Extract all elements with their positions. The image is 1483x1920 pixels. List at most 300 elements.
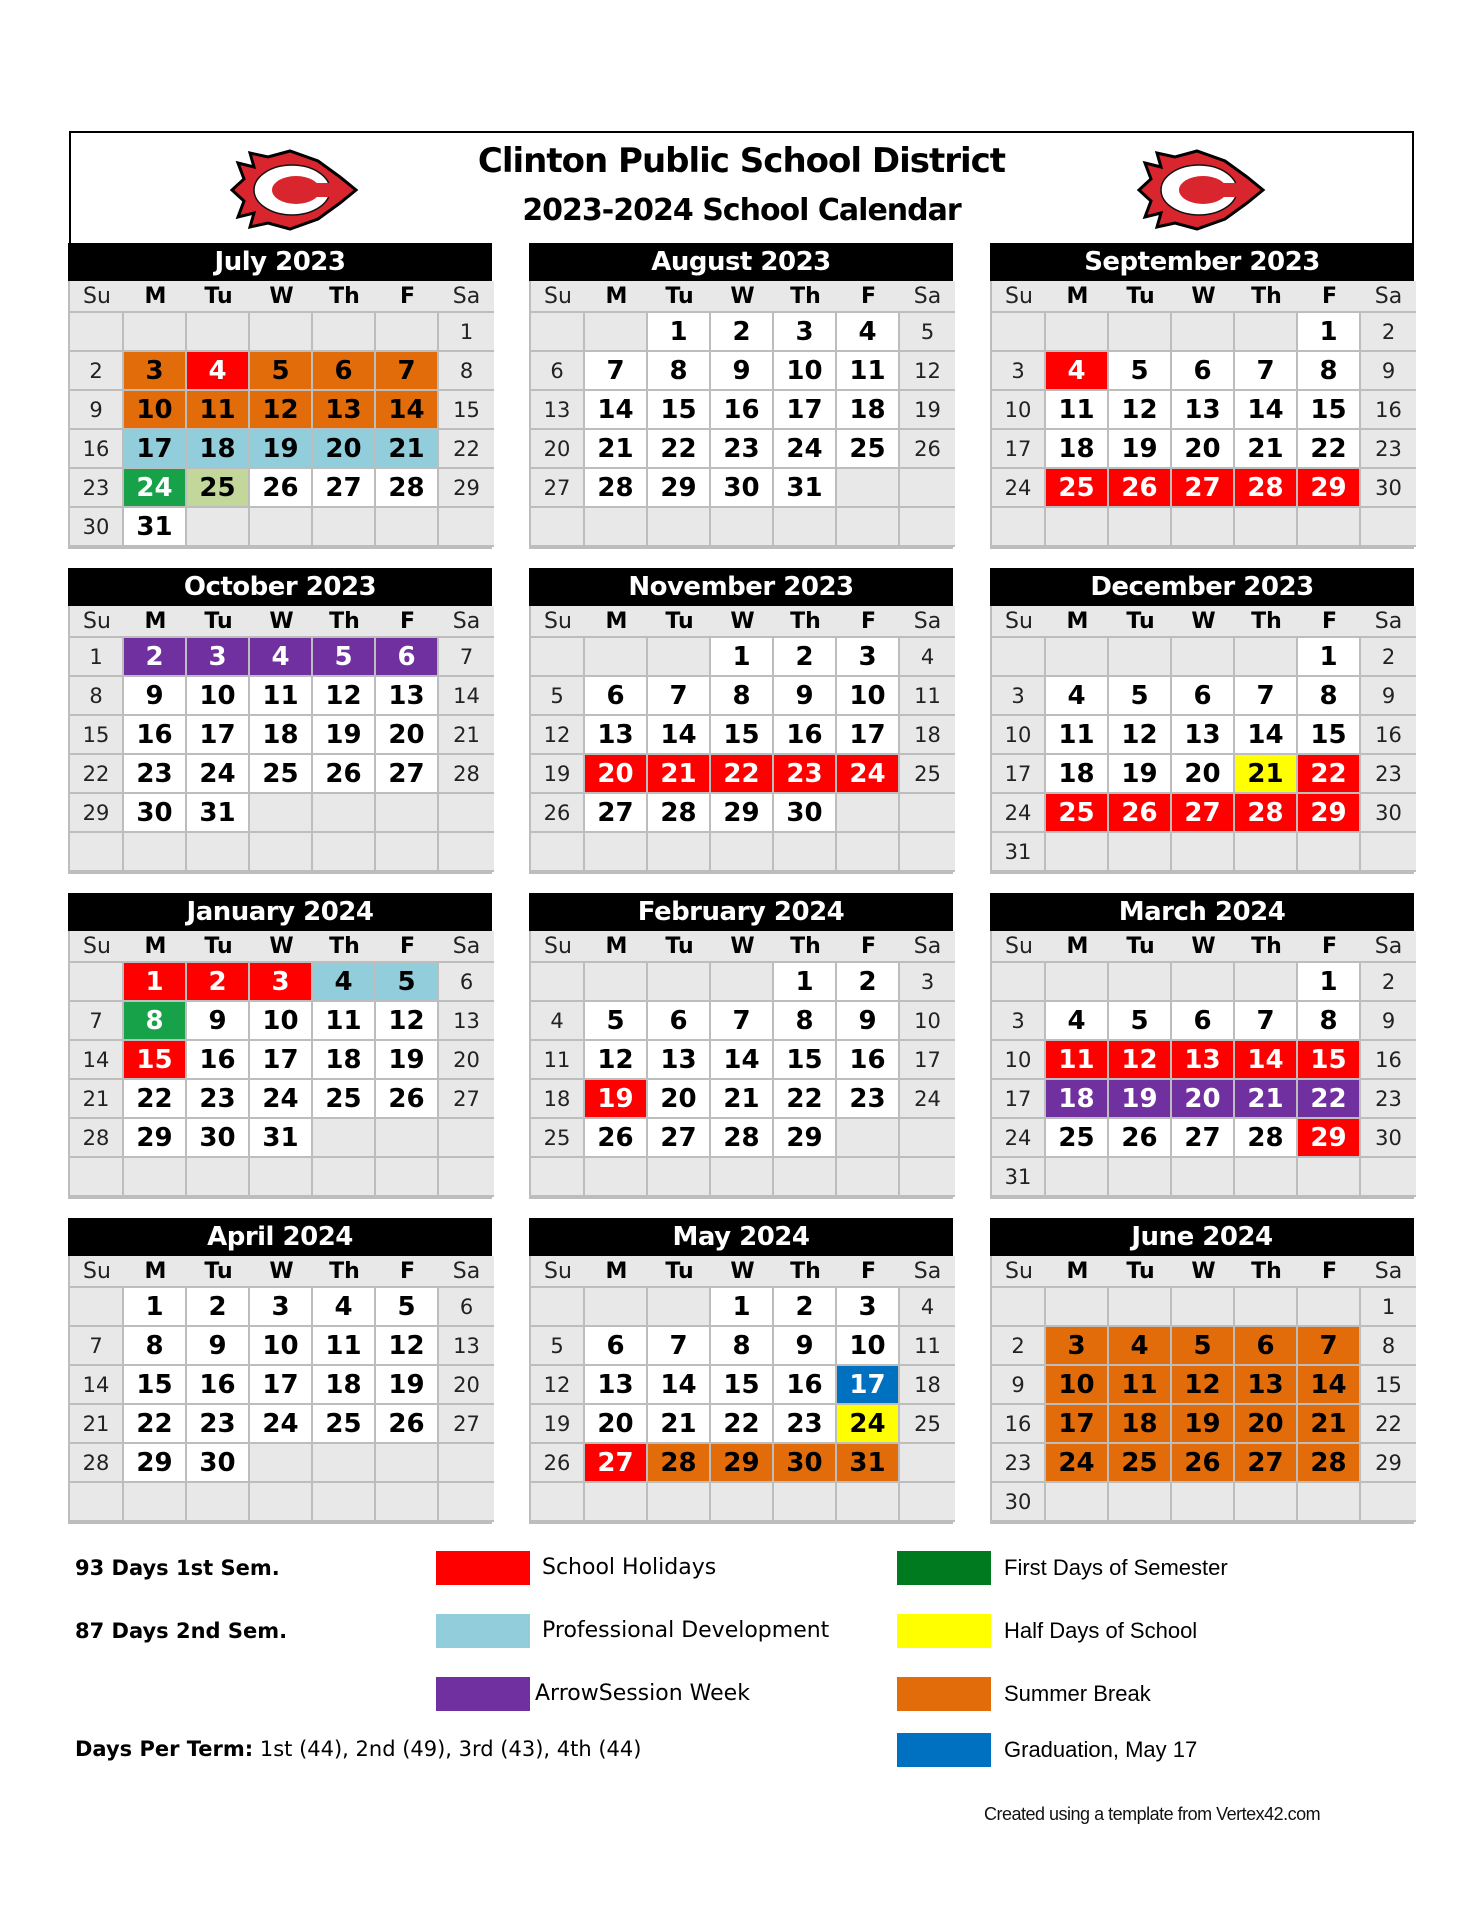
- day-cell: 5: [376, 963, 439, 1002]
- weekday-header: Sa: [1361, 606, 1416, 638]
- weekday-header: Tu: [648, 281, 711, 313]
- empty-cell: [187, 1158, 250, 1197]
- day-cell: 21: [648, 755, 711, 794]
- day-cell: 28: [1235, 469, 1298, 508]
- empty-cell: [531, 1483, 585, 1522]
- day-cell: 19: [376, 1366, 439, 1405]
- day-cell: 9: [1361, 1002, 1416, 1041]
- day-cell: 19: [376, 1041, 439, 1080]
- day-cell: 12: [1109, 1041, 1172, 1080]
- empty-cell: [376, 1119, 439, 1158]
- weekday-header: M: [124, 931, 187, 963]
- day-cell: 30: [774, 1444, 837, 1483]
- day-cell: 18: [313, 1041, 376, 1080]
- empty-cell: [376, 313, 439, 352]
- day-cell: 13: [376, 677, 439, 716]
- empty-cell: [1046, 1288, 1109, 1327]
- weekday-header: M: [1046, 281, 1109, 313]
- empty-cell: [900, 508, 955, 547]
- day-cell: 11: [1046, 391, 1109, 430]
- empty-cell: [313, 794, 376, 833]
- weekday-header: F: [1298, 1256, 1361, 1288]
- weekday-header: W: [250, 1256, 313, 1288]
- day-cell: 4: [900, 1288, 955, 1327]
- day-cell: 14: [1235, 391, 1298, 430]
- weekday-header: Tu: [1109, 931, 1172, 963]
- empty-cell: [648, 1483, 711, 1522]
- day-cell: 30: [774, 794, 837, 833]
- day-cell: 30: [1361, 1119, 1416, 1158]
- weekday-header: Sa: [1361, 1256, 1416, 1288]
- day-cell: 16: [1361, 716, 1416, 755]
- day-cell: 11: [313, 1002, 376, 1041]
- day-cell: 26: [376, 1405, 439, 1444]
- day-cell: 11: [1109, 1366, 1172, 1405]
- day-cell: 1: [124, 1288, 187, 1327]
- day-cell: 22: [1298, 430, 1361, 469]
- day-cell: 14: [585, 391, 648, 430]
- day-cell: 31: [992, 1158, 1046, 1197]
- weekday-header: W: [711, 1256, 774, 1288]
- day-cell: 20: [531, 430, 585, 469]
- day-cell: 11: [187, 391, 250, 430]
- day-cell: 2: [711, 313, 774, 352]
- weekday-header: Sa: [439, 606, 494, 638]
- legend-swatch-holidays: [436, 1551, 530, 1585]
- day-cell: 17: [837, 1366, 900, 1405]
- day-cell: 25: [900, 1405, 955, 1444]
- day-cell: 12: [376, 1327, 439, 1366]
- empty-cell: [439, 833, 494, 872]
- empty-cell: [585, 1158, 648, 1197]
- empty-cell: [1298, 508, 1361, 547]
- empty-cell: [1235, 313, 1298, 352]
- day-cell: 12: [376, 1002, 439, 1041]
- weekday-header: F: [1298, 931, 1361, 963]
- day-cell: 24: [250, 1080, 313, 1119]
- day-cell: 7: [1298, 1327, 1361, 1366]
- empty-cell: [837, 833, 900, 872]
- day-cell: 22: [1298, 755, 1361, 794]
- day-cell: 17: [1046, 1405, 1109, 1444]
- day-cell: 16: [124, 716, 187, 755]
- day-cell: 9: [774, 677, 837, 716]
- day-cell: 10: [837, 1327, 900, 1366]
- day-cell: 16: [187, 1366, 250, 1405]
- day-cell: 22: [1298, 1080, 1361, 1119]
- empty-cell: [187, 313, 250, 352]
- weekday-header: Tu: [1109, 281, 1172, 313]
- day-cell: 10: [992, 1041, 1046, 1080]
- day-cell: 18: [837, 391, 900, 430]
- day-cell: 11: [313, 1327, 376, 1366]
- day-cell: 2: [187, 1288, 250, 1327]
- month-grid: [529, 281, 953, 549]
- day-cell: 27: [648, 1119, 711, 1158]
- empty-cell: [531, 313, 585, 352]
- month-september-2023: [990, 243, 1414, 547]
- weekday-header: W: [250, 606, 313, 638]
- day-cell: 30: [187, 1119, 250, 1158]
- day-cell: 8: [124, 1327, 187, 1366]
- day-cell: 1: [70, 638, 124, 677]
- month-february-2024: [529, 893, 953, 1197]
- month-june-2024: [990, 1218, 1414, 1522]
- day-cell: 19: [1172, 1405, 1235, 1444]
- weekday-header: M: [585, 606, 648, 638]
- empty-cell: [531, 833, 585, 872]
- day-cell: 20: [376, 716, 439, 755]
- day-cell: 6: [313, 352, 376, 391]
- empty-cell: [992, 963, 1046, 1002]
- day-cell: 27: [1235, 1444, 1298, 1483]
- day-cell: 27: [313, 469, 376, 508]
- empty-cell: [1109, 638, 1172, 677]
- weekday-header: Tu: [187, 1256, 250, 1288]
- day-cell: 24: [900, 1080, 955, 1119]
- month-title: February 2024: [529, 893, 953, 931]
- day-cell: 7: [711, 1002, 774, 1041]
- day-cell: 20: [439, 1041, 494, 1080]
- weekday-header: M: [1046, 606, 1109, 638]
- day-cell: 5: [376, 1288, 439, 1327]
- empty-cell: [1172, 963, 1235, 1002]
- month-grid: [68, 606, 492, 874]
- day-cell: 22: [774, 1080, 837, 1119]
- day-cell: 3: [992, 352, 1046, 391]
- day-cell: 25: [1046, 1119, 1109, 1158]
- day-cell: 24: [992, 1119, 1046, 1158]
- day-cell: 28: [70, 1119, 124, 1158]
- day-cell: 11: [900, 1327, 955, 1366]
- day-cell: 13: [531, 391, 585, 430]
- empty-cell: [900, 794, 955, 833]
- empty-cell: [1235, 1288, 1298, 1327]
- day-cell: 30: [1361, 469, 1416, 508]
- day-cell: 17: [250, 1366, 313, 1405]
- weekday-header: Th: [1235, 281, 1298, 313]
- month-grid: [68, 931, 492, 1199]
- day-cell: 2: [1361, 313, 1416, 352]
- day-cell: 4: [1046, 1002, 1109, 1041]
- empty-cell: [837, 469, 900, 508]
- day-cell: 3: [837, 1288, 900, 1327]
- days-per-term-value: 1st (44), 2nd (49), 3rd (43), 4th (44): [259, 1737, 642, 1761]
- empty-cell: [376, 1158, 439, 1197]
- empty-cell: [1172, 1483, 1235, 1522]
- day-cell: 2: [187, 963, 250, 1002]
- day-cell: 2: [992, 1327, 1046, 1366]
- day-cell: 28: [439, 755, 494, 794]
- day-cell: 6: [1235, 1327, 1298, 1366]
- day-cell: 3: [774, 313, 837, 352]
- day-cell: 20: [1172, 430, 1235, 469]
- day-cell: 29: [124, 1444, 187, 1483]
- day-cell: 3: [1046, 1327, 1109, 1366]
- weekday-header: Tu: [648, 1256, 711, 1288]
- day-cell: 23: [774, 1405, 837, 1444]
- day-cell: 10: [250, 1327, 313, 1366]
- weekday-header: W: [250, 931, 313, 963]
- empty-cell: [585, 638, 648, 677]
- day-cell: 9: [187, 1002, 250, 1041]
- day-cell: 20: [439, 1366, 494, 1405]
- month-january-2024: [68, 893, 492, 1197]
- day-cell: 23: [992, 1444, 1046, 1483]
- day-cell: 3: [992, 677, 1046, 716]
- day-cell: 8: [711, 1327, 774, 1366]
- weekday-header: Tu: [187, 606, 250, 638]
- weekday-header: W: [1172, 281, 1235, 313]
- empty-cell: [1109, 1288, 1172, 1327]
- empty-cell: [1172, 1288, 1235, 1327]
- day-cell: 6: [1172, 1002, 1235, 1041]
- day-cell: 10: [187, 677, 250, 716]
- weekday-header: Su: [992, 1256, 1046, 1288]
- empty-cell: [313, 1483, 376, 1522]
- day-cell: 18: [531, 1080, 585, 1119]
- weekday-header: Tu: [187, 281, 250, 313]
- empty-cell: [1046, 833, 1109, 872]
- empty-cell: [1298, 833, 1361, 872]
- weekday-header: Sa: [1361, 931, 1416, 963]
- weekday-header: M: [585, 281, 648, 313]
- day-cell: 29: [711, 1444, 774, 1483]
- day-cell: 7: [70, 1327, 124, 1366]
- empty-cell: [187, 833, 250, 872]
- empty-cell: [585, 1483, 648, 1522]
- day-cell: 5: [250, 352, 313, 391]
- legend-swatch-half-days: [897, 1614, 991, 1648]
- day-cell: 3: [900, 963, 955, 1002]
- empty-cell: [70, 963, 124, 1002]
- day-cell: 28: [711, 1119, 774, 1158]
- empty-cell: [1172, 313, 1235, 352]
- empty-cell: [313, 313, 376, 352]
- legend-label-summer-break: Summer Break: [1004, 1681, 1151, 1706]
- empty-cell: [774, 833, 837, 872]
- day-cell: 18: [250, 716, 313, 755]
- weekday-header: M: [124, 1256, 187, 1288]
- day-cell: 20: [585, 755, 648, 794]
- legend-label-first-days: First Days of Semester: [1004, 1555, 1228, 1580]
- weekday-header: Th: [313, 606, 376, 638]
- day-cell: 19: [531, 755, 585, 794]
- weekday-header: M: [585, 931, 648, 963]
- day-cell: 7: [1235, 352, 1298, 391]
- day-cell: 4: [313, 963, 376, 1002]
- day-cell: 28: [70, 1444, 124, 1483]
- day-cell: 3: [187, 638, 250, 677]
- weekday-header: M: [1046, 1256, 1109, 1288]
- day-cell: 23: [1361, 755, 1416, 794]
- day-cell: 21: [711, 1080, 774, 1119]
- empty-cell: [837, 1158, 900, 1197]
- day-cell: 23: [124, 755, 187, 794]
- day-cell: 25: [313, 1405, 376, 1444]
- weekday-header: Tu: [1109, 1256, 1172, 1288]
- day-cell: 13: [1172, 391, 1235, 430]
- legend-label-half-days: Half Days of School: [1004, 1618, 1198, 1643]
- empty-cell: [187, 508, 250, 547]
- day-cell: 30: [1361, 794, 1416, 833]
- day-cell: 8: [774, 1002, 837, 1041]
- day-cell: 12: [1109, 716, 1172, 755]
- weekday-header: Tu: [648, 931, 711, 963]
- day-cell: 14: [70, 1366, 124, 1405]
- day-cell: 29: [711, 794, 774, 833]
- day-cell: 13: [439, 1002, 494, 1041]
- day-cell: 6: [585, 1327, 648, 1366]
- day-cell: 12: [585, 1041, 648, 1080]
- legend-swatch-professional-development: [436, 1614, 530, 1648]
- empty-cell: [900, 833, 955, 872]
- day-cell: 27: [585, 794, 648, 833]
- day-cell: 22: [648, 430, 711, 469]
- weekday-header: Su: [70, 281, 124, 313]
- day-cell: 15: [124, 1041, 187, 1080]
- day-cell: 13: [585, 716, 648, 755]
- day-cell: 9: [124, 677, 187, 716]
- empty-cell: [1361, 1483, 1416, 1522]
- day-cell: 28: [1235, 794, 1298, 833]
- day-cell: 14: [648, 1366, 711, 1405]
- day-cell: 4: [187, 352, 250, 391]
- day-cell: 4: [1046, 352, 1109, 391]
- weekday-header: Th: [313, 931, 376, 963]
- day-cell: 18: [900, 716, 955, 755]
- legend-label-graduation: Graduation, May 17: [1004, 1737, 1198, 1762]
- day-cell: 9: [1361, 352, 1416, 391]
- day-cell: 21: [376, 430, 439, 469]
- weekday-header: F: [1298, 606, 1361, 638]
- weekday-header: W: [711, 281, 774, 313]
- day-cell: 24: [774, 430, 837, 469]
- empty-cell: [70, 833, 124, 872]
- day-cell: 7: [585, 352, 648, 391]
- empty-cell: [837, 1119, 900, 1158]
- day-cell: 22: [439, 430, 494, 469]
- day-cell: 24: [187, 755, 250, 794]
- empty-cell: [1361, 833, 1416, 872]
- day-cell: 8: [1298, 677, 1361, 716]
- empty-cell: [531, 963, 585, 1002]
- weekday-header: W: [250, 281, 313, 313]
- empty-cell: [774, 1483, 837, 1522]
- day-cell: 18: [900, 1366, 955, 1405]
- day-cell: 6: [439, 963, 494, 1002]
- month-title: September 2023: [990, 243, 1414, 281]
- day-cell: 17: [774, 391, 837, 430]
- month-title: November 2023: [529, 568, 953, 606]
- day-cell: 9: [1361, 677, 1416, 716]
- empty-cell: [1046, 313, 1109, 352]
- empty-cell: [1046, 963, 1109, 1002]
- weekday-header: Th: [774, 281, 837, 313]
- legend-label-holidays: School Holidays: [542, 1555, 717, 1580]
- day-cell: 24: [992, 469, 1046, 508]
- weekday-header: Su: [70, 606, 124, 638]
- weekday-header: Sa: [439, 281, 494, 313]
- empty-cell: [1109, 313, 1172, 352]
- empty-cell: [376, 1483, 439, 1522]
- legend-swatch-first-days: [897, 1551, 991, 1585]
- weekday-header: Sa: [439, 1256, 494, 1288]
- day-cell: 16: [774, 716, 837, 755]
- empty-cell: [585, 963, 648, 1002]
- weekday-header: Su: [70, 931, 124, 963]
- weekday-header: Su: [531, 606, 585, 638]
- day-cell: 25: [313, 1080, 376, 1119]
- weekday-header: Tu: [648, 606, 711, 638]
- day-cell: 26: [531, 794, 585, 833]
- day-cell: 31: [837, 1444, 900, 1483]
- day-cell: 20: [1172, 1080, 1235, 1119]
- empty-cell: [124, 833, 187, 872]
- day-cell: 25: [250, 755, 313, 794]
- day-cell: 1: [1298, 963, 1361, 1002]
- day-cell: 29: [124, 1119, 187, 1158]
- day-cell: 25: [1046, 794, 1109, 833]
- day-cell: 14: [711, 1041, 774, 1080]
- month-october-2023: [68, 568, 492, 872]
- empty-cell: [1109, 1483, 1172, 1522]
- day-cell: 31: [774, 469, 837, 508]
- day-cell: 26: [313, 755, 376, 794]
- calendar-header: [69, 131, 1414, 243]
- weekday-header: Su: [531, 931, 585, 963]
- day-cell: 28: [648, 1444, 711, 1483]
- empty-cell: [900, 469, 955, 508]
- day-cell: 8: [124, 1002, 187, 1041]
- day-cell: 19: [1109, 1080, 1172, 1119]
- empty-cell: [1235, 508, 1298, 547]
- day-cell: 4: [837, 313, 900, 352]
- empty-cell: [1172, 508, 1235, 547]
- empty-cell: [250, 313, 313, 352]
- day-cell: 2: [837, 963, 900, 1002]
- day-cell: 31: [992, 833, 1046, 872]
- weekday-header: Th: [1235, 931, 1298, 963]
- month-august-2023: [529, 243, 953, 547]
- empty-cell: [1046, 1158, 1109, 1197]
- empty-cell: [250, 1483, 313, 1522]
- day-cell: 9: [70, 391, 124, 430]
- weekday-header: F: [837, 606, 900, 638]
- legend-swatch-graduation: [897, 1733, 991, 1767]
- day-cell: 16: [1361, 1041, 1416, 1080]
- weekday-header: Su: [992, 606, 1046, 638]
- page-title: Clinton Public School District: [477, 141, 1006, 181]
- weekday-header: Th: [313, 1256, 376, 1288]
- day-cell: 26: [1109, 1119, 1172, 1158]
- day-cell: 2: [1361, 638, 1416, 677]
- empty-cell: [124, 1483, 187, 1522]
- empty-cell: [124, 1158, 187, 1197]
- weekday-header: M: [124, 281, 187, 313]
- day-cell: 10: [250, 1002, 313, 1041]
- day-cell: 16: [992, 1405, 1046, 1444]
- day-cell: 15: [70, 716, 124, 755]
- day-cell: 7: [1235, 1002, 1298, 1041]
- empty-cell: [1172, 638, 1235, 677]
- day-cell: 13: [585, 1366, 648, 1405]
- day-cell: 2: [70, 352, 124, 391]
- empty-cell: [1172, 1158, 1235, 1197]
- day-cell: 4: [250, 638, 313, 677]
- empty-cell: [250, 1444, 313, 1483]
- empty-cell: [70, 1158, 124, 1197]
